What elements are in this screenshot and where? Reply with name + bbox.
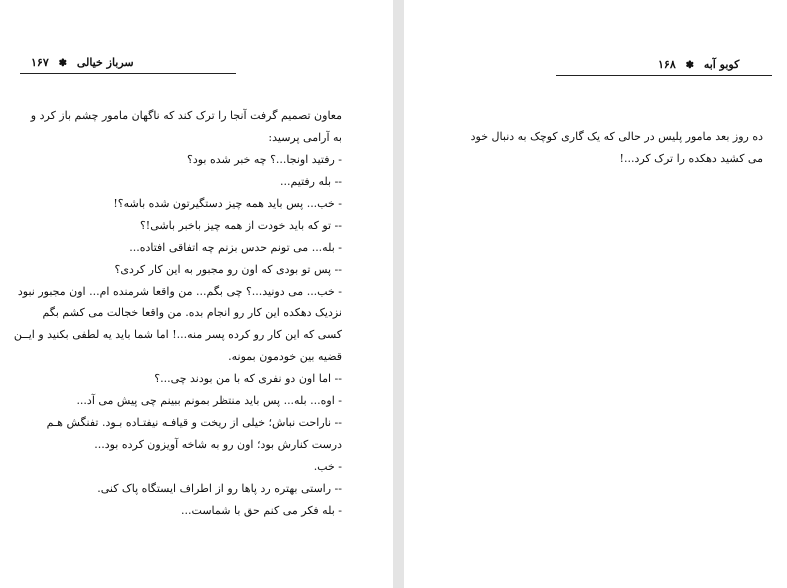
text-line: - خب. <box>313 460 342 473</box>
left-running-title: سرباز خیالی <box>76 56 134 69</box>
text-line: کسی که این کار رو کرده پسر منه...! اما شما باید یه لطفی بکنید و ایــن <box>13 328 342 342</box>
text-line: - بله فکر می کنم حق با شماست... <box>181 503 342 517</box>
left-page-text <box>13 105 342 522</box>
text-line: -- ناراحت نباش؛ خیلی از ریخت و قیافـه نیفتـاده بـود. تفنگش هـم <box>46 416 342 430</box>
left-page-header <box>31 56 134 69</box>
text-line: - اوه... بله... پس باید منتظر بمونم ببینم چی پیش می آد... <box>76 394 342 408</box>
book-gutter <box>393 0 404 588</box>
text-line: -- راستی بهتره رد پاها رو از اطراف ایستگاه پاک کنی. <box>97 481 342 495</box>
star-ornament-icon: ✽ <box>685 60 694 71</box>
text-line: - رفتید اونجا...؟ چه خبر شده بود؟ <box>186 152 342 166</box>
text-line: معاون تصمیم گرفت آنجا را ترک کند که ناگهان مامور چشم باز کرد و <box>30 109 342 122</box>
text-line: -- تو که باید خودت از همه چیز باخبر باشی!؟ <box>139 218 342 232</box>
left-page-number: ۱۶۷ <box>31 56 49 69</box>
text-line: -- اما اون دو نفری که با من بودند چی...؟ <box>154 372 342 386</box>
text-line: - بله... می تونم حدس بزنم چه اتفاقی افتاده... <box>129 240 342 254</box>
text-line: نزدیک دهکده این کار رو انجام بده. من واقعا خجالت می کشم بگم <box>42 306 342 320</box>
text-line: -- پس تو بودی که اون رو مجبور به این کار کردی؟ <box>114 262 342 276</box>
text-line: ده روز بعد مامور پلیس در حالی که یک گاری کوچک به دنبال خود <box>470 130 763 143</box>
right-page <box>404 0 787 588</box>
star-ornament-icon: ✽ <box>58 58 67 69</box>
right-page-number: ۱۶۸ <box>658 58 676 71</box>
left-page <box>0 0 393 588</box>
text-line: به آرامی پرسید: <box>268 130 342 144</box>
right-page-text <box>433 126 763 170</box>
text-line: می کشید دهکده را ترک کرد...! <box>619 152 763 165</box>
right-header-rule <box>556 75 772 76</box>
right-page-header <box>658 58 739 71</box>
text-line: قضیه بین خودمون بمونه. <box>228 350 342 364</box>
left-header-rule <box>20 73 236 74</box>
text-line: - خب... پس باید همه چیز دستگیرتون شده باشه؟! <box>113 196 342 210</box>
right-running-title: کوبو آبه <box>703 58 740 71</box>
text-line: -- بله رفتیم... <box>279 174 342 188</box>
text-line: درست کنارش بود؛ اون رو به شاخه آویزون کرده بود... <box>94 438 342 452</box>
text-line: - خب... می دونید...؟ چی بگم... من واقعا شرمنده ام... اون مجبور نبود <box>17 284 342 298</box>
